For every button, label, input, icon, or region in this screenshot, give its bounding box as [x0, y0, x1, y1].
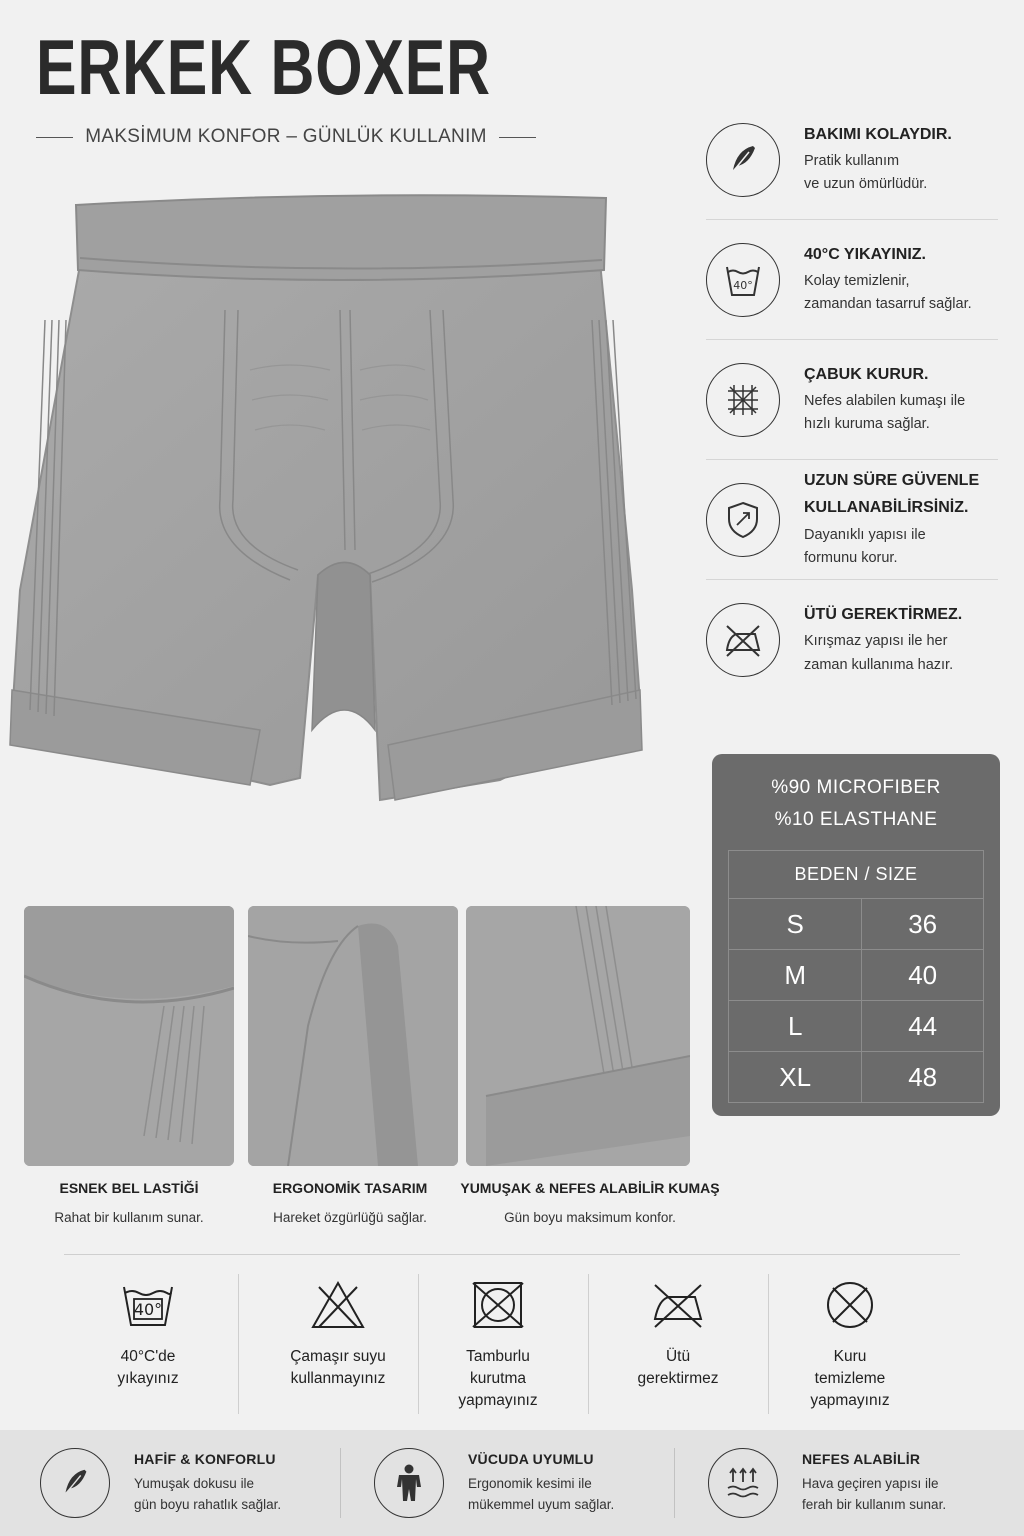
detail-title: YUMUŞAK & NEFES ALABİLİR KUMAŞ [460, 1180, 720, 1196]
table-row [729, 1052, 984, 1103]
benefit-title: HAFİF & KONFORLU [134, 1451, 276, 1467]
benefit-breathable [708, 1430, 946, 1536]
size-label: M [729, 950, 862, 1001]
section-divider [64, 1254, 960, 1255]
wash-40-icon [88, 1272, 208, 1338]
feature-desc-1: Pratik kullanım [804, 152, 900, 169]
care-label-1: Kuru [833, 1348, 867, 1365]
feature-desc-2: zaman kullanıma hazır. [804, 656, 954, 673]
no-bleach-icon [268, 1272, 408, 1338]
table-row [729, 950, 984, 1001]
feather-icon [40, 1448, 110, 1518]
benefit-desc-2: gün boyu rahatlık sağlar. [134, 1497, 282, 1512]
size-label: S [729, 899, 862, 950]
feature-title: 40°C YIKAYINIZ. [804, 245, 926, 263]
table-row [729, 1001, 984, 1052]
care-label-3: yapmayınız [810, 1392, 890, 1409]
size-value: 36 [862, 899, 984, 950]
benefit-desc-1: Hava geçiren yapısı ile [802, 1476, 939, 1491]
care-separator [418, 1274, 419, 1414]
care-label-2: kurutma [470, 1370, 526, 1387]
no-dry-clean-icon [790, 1272, 910, 1338]
feature-no-iron [706, 580, 998, 700]
feature-desc-2: ve uzun ömürlüdür. [804, 176, 928, 193]
benefit-separator [340, 1448, 341, 1518]
feature-desc-2: formunu korur. [804, 549, 898, 566]
size-label: L [729, 1001, 862, 1052]
care-label-1: Çamaşır suyu [290, 1348, 386, 1365]
care-label-1: 40°C'de [120, 1348, 176, 1365]
feature-title: BAKIMI KOLAYDIR. [804, 125, 952, 143]
feature-desc-1: Kırışmaz yapısı ile her [804, 633, 948, 650]
material-line-1: %90 MICROFIBER [771, 777, 941, 798]
body-icon [374, 1448, 444, 1518]
detail-title: ESNEK BEL LASTİĞİ [59, 1180, 199, 1196]
shield-icon [706, 483, 780, 557]
care-label-1: Tamburlu [466, 1348, 530, 1365]
feature-desc-1: Kolay temizlenir, [804, 272, 910, 289]
benefit-desc-1: Yumuşak dokusu ile [134, 1476, 255, 1491]
wash-40-icon [706, 243, 780, 317]
care-separator [768, 1274, 769, 1414]
care-no-iron [618, 1272, 738, 1422]
care-no-dry-clean [790, 1272, 910, 1422]
benefit-desc-2: mükemmel uyum sağlar. [468, 1497, 615, 1512]
benefit-separator [674, 1448, 675, 1518]
no-iron-icon [706, 603, 780, 677]
subtitle-text: MAKSİMUM KONFOR – GÜNLÜK KULLANIM [85, 126, 487, 147]
detail-photo-fabric [466, 906, 690, 1166]
care-label-1: Ütü [665, 1348, 691, 1365]
care-no-tumble-dry [438, 1272, 558, 1422]
svg-text:40°: 40° [733, 278, 753, 292]
size-card [712, 754, 1000, 1116]
feature-desc-2: zamandan tasarruf sağlar. [804, 296, 972, 313]
benefit-desc-2: ferah bir kullanım sunar. [802, 1497, 947, 1512]
size-table-header: BEDEN / SIZE [729, 851, 984, 899]
wash-40-badge: 40° [133, 1300, 163, 1319]
detail-label-fabric [440, 1180, 740, 1225]
detail-desc: Gün boyu maksimum konfor. [504, 1210, 676, 1225]
size-value: 48 [862, 1052, 984, 1103]
benefit-title: VÜCUDA UYUMLU [468, 1451, 594, 1467]
care-label-2: gerektirmez [637, 1370, 719, 1387]
no-tumble-dry-icon [438, 1272, 558, 1338]
benefit-lightweight [40, 1430, 281, 1536]
feature-wash-40 [706, 220, 998, 340]
page-title: ERKEK BOXER [36, 23, 491, 111]
detail-photo-ergonomic [248, 906, 458, 1166]
care-label-2: temizleme [814, 1370, 886, 1387]
feather-icon [706, 123, 780, 197]
size-label: XL [729, 1052, 862, 1103]
feature-desc-1: Dayanıklı yapısı ile [804, 526, 926, 543]
feature-desc-1: Nefes alabilen kumaşı ile [804, 392, 966, 409]
detail-desc: Rahat bir kullanım sunar. [54, 1210, 204, 1225]
size-value: 44 [862, 1001, 984, 1052]
subtitle-rule-left [36, 137, 73, 138]
feature-desc-2: hızlı kuruma sağlar. [804, 416, 930, 433]
benefit-desc-1: Ergonomik kesimi ile [468, 1476, 592, 1491]
breathable-icon [708, 1448, 778, 1518]
detail-desc: Hareket özgürlüğü sağlar. [273, 1210, 427, 1225]
benefit-body-fit [374, 1430, 614, 1536]
subtitle-rule-right [499, 137, 536, 138]
size-value: 40 [862, 950, 984, 1001]
feature-title: ÇABUK KURUR. [804, 365, 929, 383]
features-list [706, 100, 998, 700]
care-label-3: yapmayınız [458, 1392, 538, 1409]
feature-easy-care [706, 100, 998, 220]
feature-title-2: KULLANABİLİRSİNİZ. [804, 499, 969, 517]
care-label-2: kullanmayınız [290, 1370, 386, 1387]
bottom-benefits-band [0, 1430, 1024, 1536]
care-separator [588, 1274, 589, 1414]
mesh-fabric-icon [706, 363, 780, 437]
size-table [728, 850, 984, 1103]
feature-durable [706, 460, 998, 580]
no-iron-icon [618, 1272, 738, 1338]
feature-quick-dry [706, 340, 998, 460]
care-separator [238, 1274, 239, 1414]
material-line-2: %10 ELASTHANE [774, 809, 938, 830]
care-label-2: yıkayınız [117, 1370, 179, 1387]
product-image-boxer [0, 170, 690, 830]
benefit-title: NEFES ALABİLİR [802, 1451, 921, 1467]
feature-title: ÜTÜ GEREKTİRMEZ. [804, 606, 963, 624]
detail-photo-waistband [24, 906, 234, 1166]
detail-title: ERGONOMİK TASARIM [272, 1180, 428, 1196]
care-no-bleach [268, 1272, 408, 1422]
page-subtitle [36, 126, 536, 148]
table-row [729, 899, 984, 950]
feature-title-1: UZUN SÜRE GÜVENLE [804, 472, 980, 490]
care-wash-40 [88, 1272, 208, 1422]
